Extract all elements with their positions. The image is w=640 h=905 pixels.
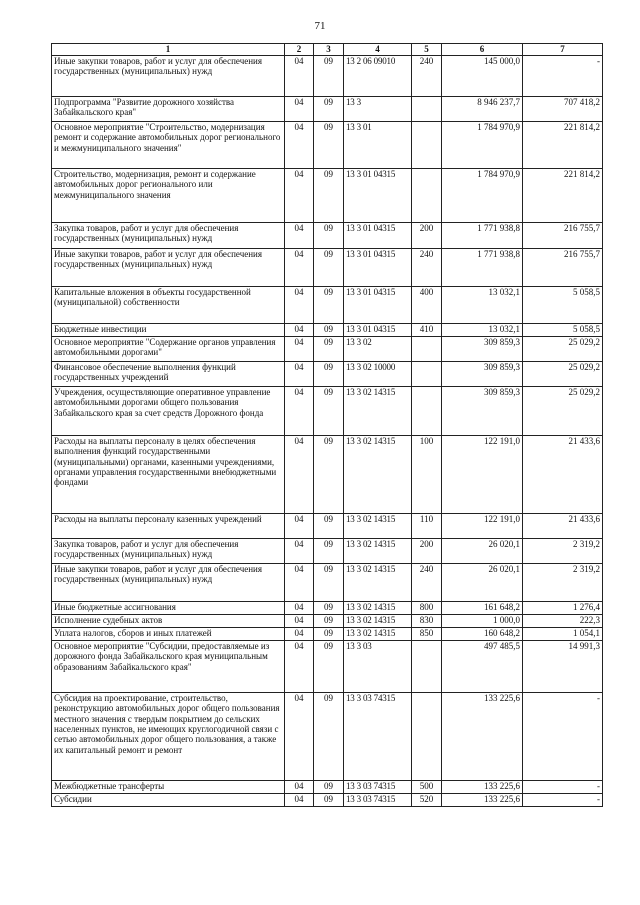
row-expense-type bbox=[412, 169, 442, 223]
row-target-code: 13 3 01 04315 bbox=[344, 249, 412, 287]
row-name: Основное мероприятие "Содержание органов управления автомобильными дорогами" bbox=[52, 337, 285, 362]
row-amount-plan: 497 485,5 bbox=[442, 641, 523, 693]
row-expense-type: 800 bbox=[412, 602, 442, 615]
table-row bbox=[52, 97, 603, 122]
header-col-6: 6 bbox=[442, 44, 523, 56]
row-expense-type: 850 bbox=[412, 628, 442, 641]
header-row bbox=[52, 44, 603, 56]
row-amount-plan: 122 191,0 bbox=[442, 514, 523, 539]
row-target-code: 13 3 01 04315 bbox=[344, 287, 412, 324]
row-amount-actual: 221 814,2 bbox=[523, 169, 603, 223]
row-target-code: 13 3 02 bbox=[344, 337, 412, 362]
row-podrazdel: 09 bbox=[314, 324, 344, 337]
row-podrazdel: 09 bbox=[314, 628, 344, 641]
row-target-code: 13 3 02 14315 bbox=[344, 564, 412, 602]
table-row bbox=[52, 387, 603, 436]
row-podrazdel: 09 bbox=[314, 387, 344, 436]
row-expense-type bbox=[412, 337, 442, 362]
row-podrazdel: 09 bbox=[314, 337, 344, 362]
row-amount-plan: 309 859,3 bbox=[442, 387, 523, 436]
row-name: Иные закупки товаров, работ и услуг для обеспечения государственных (муниципальных) нужд bbox=[52, 249, 285, 287]
row-expense-type bbox=[412, 693, 442, 781]
row-razdel: 04 bbox=[285, 122, 314, 169]
row-podrazdel: 09 bbox=[314, 97, 344, 122]
row-amount-actual: 2 319,2 bbox=[523, 564, 603, 602]
row-amount-actual: 216 755,7 bbox=[523, 223, 603, 249]
row-razdel: 04 bbox=[285, 615, 314, 628]
row-amount-plan: 160 648,2 bbox=[442, 628, 523, 641]
row-expense-type bbox=[412, 641, 442, 693]
row-razdel: 04 bbox=[285, 514, 314, 539]
row-podrazdel: 09 bbox=[314, 122, 344, 169]
row-amount-actual: 5 058,5 bbox=[523, 324, 603, 337]
table-row bbox=[52, 169, 603, 223]
row-name: Уплата налогов, сборов и иных платежей bbox=[52, 628, 285, 641]
row-target-code: 13 3 02 14315 bbox=[344, 514, 412, 539]
row-target-code: 13 3 02 14315 bbox=[344, 628, 412, 641]
row-name: Иные закупки товаров, работ и услуг для обеспечения государственных (муниципальных) нужд bbox=[52, 56, 285, 97]
row-name: Учреждения, осуществляющие оперативное управление автомобильными дорогами общего пользования Забайкальского края за счет средств Дорожного фонда bbox=[52, 387, 285, 436]
row-amount-actual: 25 029,2 bbox=[523, 362, 603, 387]
row-podrazdel: 09 bbox=[314, 169, 344, 223]
row-razdel: 04 bbox=[285, 249, 314, 287]
row-amount-actual: 707 418,2 bbox=[523, 97, 603, 122]
row-expense-type bbox=[412, 122, 442, 169]
row-target-code: 13 3 02 14315 bbox=[344, 387, 412, 436]
row-expense-type: 240 bbox=[412, 56, 442, 97]
row-name: Финансовое обеспечение выполнения функций государственных учреждений bbox=[52, 362, 285, 387]
row-target-code: 13 3 02 14315 bbox=[344, 615, 412, 628]
row-amount-plan: 1 784 970,9 bbox=[442, 122, 523, 169]
row-razdel: 04 bbox=[285, 602, 314, 615]
row-podrazdel: 09 bbox=[314, 615, 344, 628]
header-col-3: 3 bbox=[314, 44, 344, 56]
row-expense-type: 200 bbox=[412, 539, 442, 564]
row-expense-type: 240 bbox=[412, 249, 442, 287]
row-target-code: 13 3 02 14315 bbox=[344, 436, 412, 514]
table-row bbox=[52, 436, 603, 514]
row-razdel: 04 bbox=[285, 337, 314, 362]
row-podrazdel: 09 bbox=[314, 249, 344, 287]
row-podrazdel: 09 bbox=[314, 287, 344, 324]
row-expense-type: 520 bbox=[412, 794, 442, 807]
row-expense-type: 400 bbox=[412, 287, 442, 324]
row-podrazdel: 09 bbox=[314, 602, 344, 615]
row-expense-type bbox=[412, 362, 442, 387]
row-amount-plan: 1 000,0 bbox=[442, 615, 523, 628]
row-name: Субсидия на проектирование, строительство, реконструкцию автомобильных дорог общего пользования местного значения с твердым покрытием до сельских населенных пунктов, не имеющих круглогодичной связи с сетью автомобильных дорог общего пользования, а также их капитальный ремонт и ремонт bbox=[52, 693, 285, 781]
row-podrazdel: 09 bbox=[314, 539, 344, 564]
row-amount-actual: 2 319,2 bbox=[523, 539, 603, 564]
row-razdel: 04 bbox=[285, 324, 314, 337]
row-target-code: 13 3 03 74315 bbox=[344, 794, 412, 807]
row-podrazdel: 09 bbox=[314, 641, 344, 693]
row-target-code: 13 3 01 04315 bbox=[344, 169, 412, 223]
row-expense-type: 240 bbox=[412, 564, 442, 602]
row-razdel: 04 bbox=[285, 436, 314, 514]
row-name: Иные закупки товаров, работ и услуг для обеспечения государственных (муниципальных) нужд bbox=[52, 564, 285, 602]
header-col-2: 2 bbox=[285, 44, 314, 56]
row-razdel: 04 bbox=[285, 223, 314, 249]
table-row bbox=[52, 514, 603, 539]
row-expense-type bbox=[412, 97, 442, 122]
row-amount-plan: 1 771 938,8 bbox=[442, 223, 523, 249]
header-col-1: 1 bbox=[52, 44, 285, 56]
row-name: Иные бюджетные ассигнования bbox=[52, 602, 285, 615]
row-expense-type: 100 bbox=[412, 436, 442, 514]
row-razdel: 04 bbox=[285, 56, 314, 97]
row-name: Строительство, модернизация, ремонт и содержание автомобильных дорог регионального или межмуниципального значения bbox=[52, 169, 285, 223]
row-podrazdel: 09 bbox=[314, 362, 344, 387]
row-amount-actual: 21 433,6 bbox=[523, 514, 603, 539]
row-target-code: 13 3 02 14315 bbox=[344, 602, 412, 615]
row-target-code: 13 3 02 10000 bbox=[344, 362, 412, 387]
table-row bbox=[52, 539, 603, 564]
row-expense-type: 200 bbox=[412, 223, 442, 249]
row-podrazdel: 09 bbox=[314, 794, 344, 807]
table-row bbox=[52, 794, 603, 807]
row-amount-plan: 161 648,2 bbox=[442, 602, 523, 615]
row-target-code: 13 3 01 bbox=[344, 122, 412, 169]
row-amount-actual: 221 814,2 bbox=[523, 122, 603, 169]
row-amount-actual: 25 029,2 bbox=[523, 387, 603, 436]
row-amount-plan: 26 020,1 bbox=[442, 564, 523, 602]
row-amount-actual: 1 054,1 bbox=[523, 628, 603, 641]
row-amount-actual: 21 433,6 bbox=[523, 436, 603, 514]
table-row bbox=[52, 337, 603, 362]
table-row bbox=[52, 693, 603, 781]
table-row bbox=[52, 602, 603, 615]
row-podrazdel: 09 bbox=[314, 781, 344, 794]
row-expense-type: 830 bbox=[412, 615, 442, 628]
row-amount-plan: 13 032,1 bbox=[442, 287, 523, 324]
row-name: Подпрограмма "Развитие дорожного хозяйства Забайкальского края" bbox=[52, 97, 285, 122]
row-amount-actual: 216 755,7 bbox=[523, 249, 603, 287]
row-razdel: 04 bbox=[285, 564, 314, 602]
row-razdel: 04 bbox=[285, 387, 314, 436]
row-target-code: 13 3 03 bbox=[344, 641, 412, 693]
row-amount-actual: - bbox=[523, 781, 603, 794]
row-name: Исполнение судебных актов bbox=[52, 615, 285, 628]
row-name: Закупка товаров, работ и услуг для обеспечения государственных (муниципальных) нужд bbox=[52, 223, 285, 249]
row-amount-plan: 1 784 970,9 bbox=[442, 169, 523, 223]
row-amount-plan: 1 771 938,8 bbox=[442, 249, 523, 287]
row-razdel: 04 bbox=[285, 781, 314, 794]
row-razdel: 04 bbox=[285, 693, 314, 781]
row-amount-actual: - bbox=[523, 794, 603, 807]
row-target-code: 13 3 03 74315 bbox=[344, 693, 412, 781]
row-razdel: 04 bbox=[285, 641, 314, 693]
row-razdel: 04 bbox=[285, 794, 314, 807]
row-amount-plan: 309 859,3 bbox=[442, 337, 523, 362]
row-expense-type: 110 bbox=[412, 514, 442, 539]
budget-table bbox=[51, 43, 603, 807]
row-amount-actual: 14 991,3 bbox=[523, 641, 603, 693]
row-expense-type: 500 bbox=[412, 781, 442, 794]
row-razdel: 04 bbox=[285, 287, 314, 324]
row-amount-actual: 1 276,4 bbox=[523, 602, 603, 615]
row-target-code: 13 3 01 04315 bbox=[344, 223, 412, 249]
table-row bbox=[52, 223, 603, 249]
row-target-code: 13 3 01 04315 bbox=[344, 324, 412, 337]
row-podrazdel: 09 bbox=[314, 223, 344, 249]
row-amount-actual: - bbox=[523, 56, 603, 97]
page-number: 71 bbox=[314, 20, 326, 32]
row-razdel: 04 bbox=[285, 628, 314, 641]
row-amount-actual: 5 058,5 bbox=[523, 287, 603, 324]
table-row bbox=[52, 628, 603, 641]
row-amount-actual: - bbox=[523, 693, 603, 781]
table-row bbox=[52, 56, 603, 97]
row-expense-type bbox=[412, 387, 442, 436]
row-expense-type: 410 bbox=[412, 324, 442, 337]
row-podrazdel: 09 bbox=[314, 693, 344, 781]
row-amount-plan: 133 225,6 bbox=[442, 781, 523, 794]
row-target-code: 13 3 02 14315 bbox=[344, 539, 412, 564]
table-row bbox=[52, 564, 603, 602]
row-target-code: 13 3 03 74315 bbox=[344, 781, 412, 794]
row-amount-plan: 122 191,0 bbox=[442, 436, 523, 514]
row-amount-plan: 26 020,1 bbox=[442, 539, 523, 564]
table-row bbox=[52, 324, 603, 337]
table-row bbox=[52, 781, 603, 794]
table-row bbox=[52, 287, 603, 324]
row-name: Закупка товаров, работ и услуг для обеспечения государственных (муниципальных) нужд bbox=[52, 539, 285, 564]
table-row bbox=[52, 249, 603, 287]
row-podrazdel: 09 bbox=[314, 564, 344, 602]
row-razdel: 04 bbox=[285, 169, 314, 223]
header-col-7: 7 bbox=[523, 44, 603, 56]
row-name: Капитальные вложения в объекты государственной (муниципальной) собственности bbox=[52, 287, 285, 324]
row-amount-plan: 309 859,3 bbox=[442, 362, 523, 387]
row-name: Субсидии bbox=[52, 794, 285, 807]
row-podrazdel: 09 bbox=[314, 436, 344, 514]
row-name: Основное мероприятие "Субсидии, предоставляемые из дорожного фонда Забайкальского края муниципальным образованиям Забайкальского края" bbox=[52, 641, 285, 693]
table-row bbox=[52, 122, 603, 169]
row-razdel: 04 bbox=[285, 362, 314, 387]
table-row bbox=[52, 615, 603, 628]
row-amount-plan: 133 225,6 bbox=[442, 693, 523, 781]
row-target-code: 13 2 06 09010 bbox=[344, 56, 412, 97]
table-row bbox=[52, 362, 603, 387]
row-amount-plan: 133 225,6 bbox=[442, 794, 523, 807]
row-amount-actual: 25 029,2 bbox=[523, 337, 603, 362]
row-name: Расходы на выплаты персоналу в целях обеспечения выполнения функций государственными (муниципальными) органами, казенными учреждениями, органами управления государственными внебюджетными фондами bbox=[52, 436, 285, 514]
row-name: Межбюджетные трансферты bbox=[52, 781, 285, 794]
row-podrazdel: 09 bbox=[314, 56, 344, 97]
row-target-code: 13 3 bbox=[344, 97, 412, 122]
row-amount-actual: 222,3 bbox=[523, 615, 603, 628]
header-col-4: 4 bbox=[344, 44, 412, 56]
row-podrazdel: 09 bbox=[314, 514, 344, 539]
row-amount-plan: 8 946 237,7 bbox=[442, 97, 523, 122]
table-row bbox=[52, 641, 603, 693]
row-name: Бюджетные инвестиции bbox=[52, 324, 285, 337]
row-amount-plan: 13 032,1 bbox=[442, 324, 523, 337]
row-amount-plan: 145 000,0 bbox=[442, 56, 523, 97]
header-col-5: 5 bbox=[412, 44, 442, 56]
row-name: Расходы на выплаты персоналу казенных учреждений bbox=[52, 514, 285, 539]
row-razdel: 04 bbox=[285, 97, 314, 122]
row-name: Основное мероприятие "Строительство, модернизация ремонт и содержание автомобильных дорог регионального и межмуниципального значения" bbox=[52, 122, 285, 169]
row-razdel: 04 bbox=[285, 539, 314, 564]
